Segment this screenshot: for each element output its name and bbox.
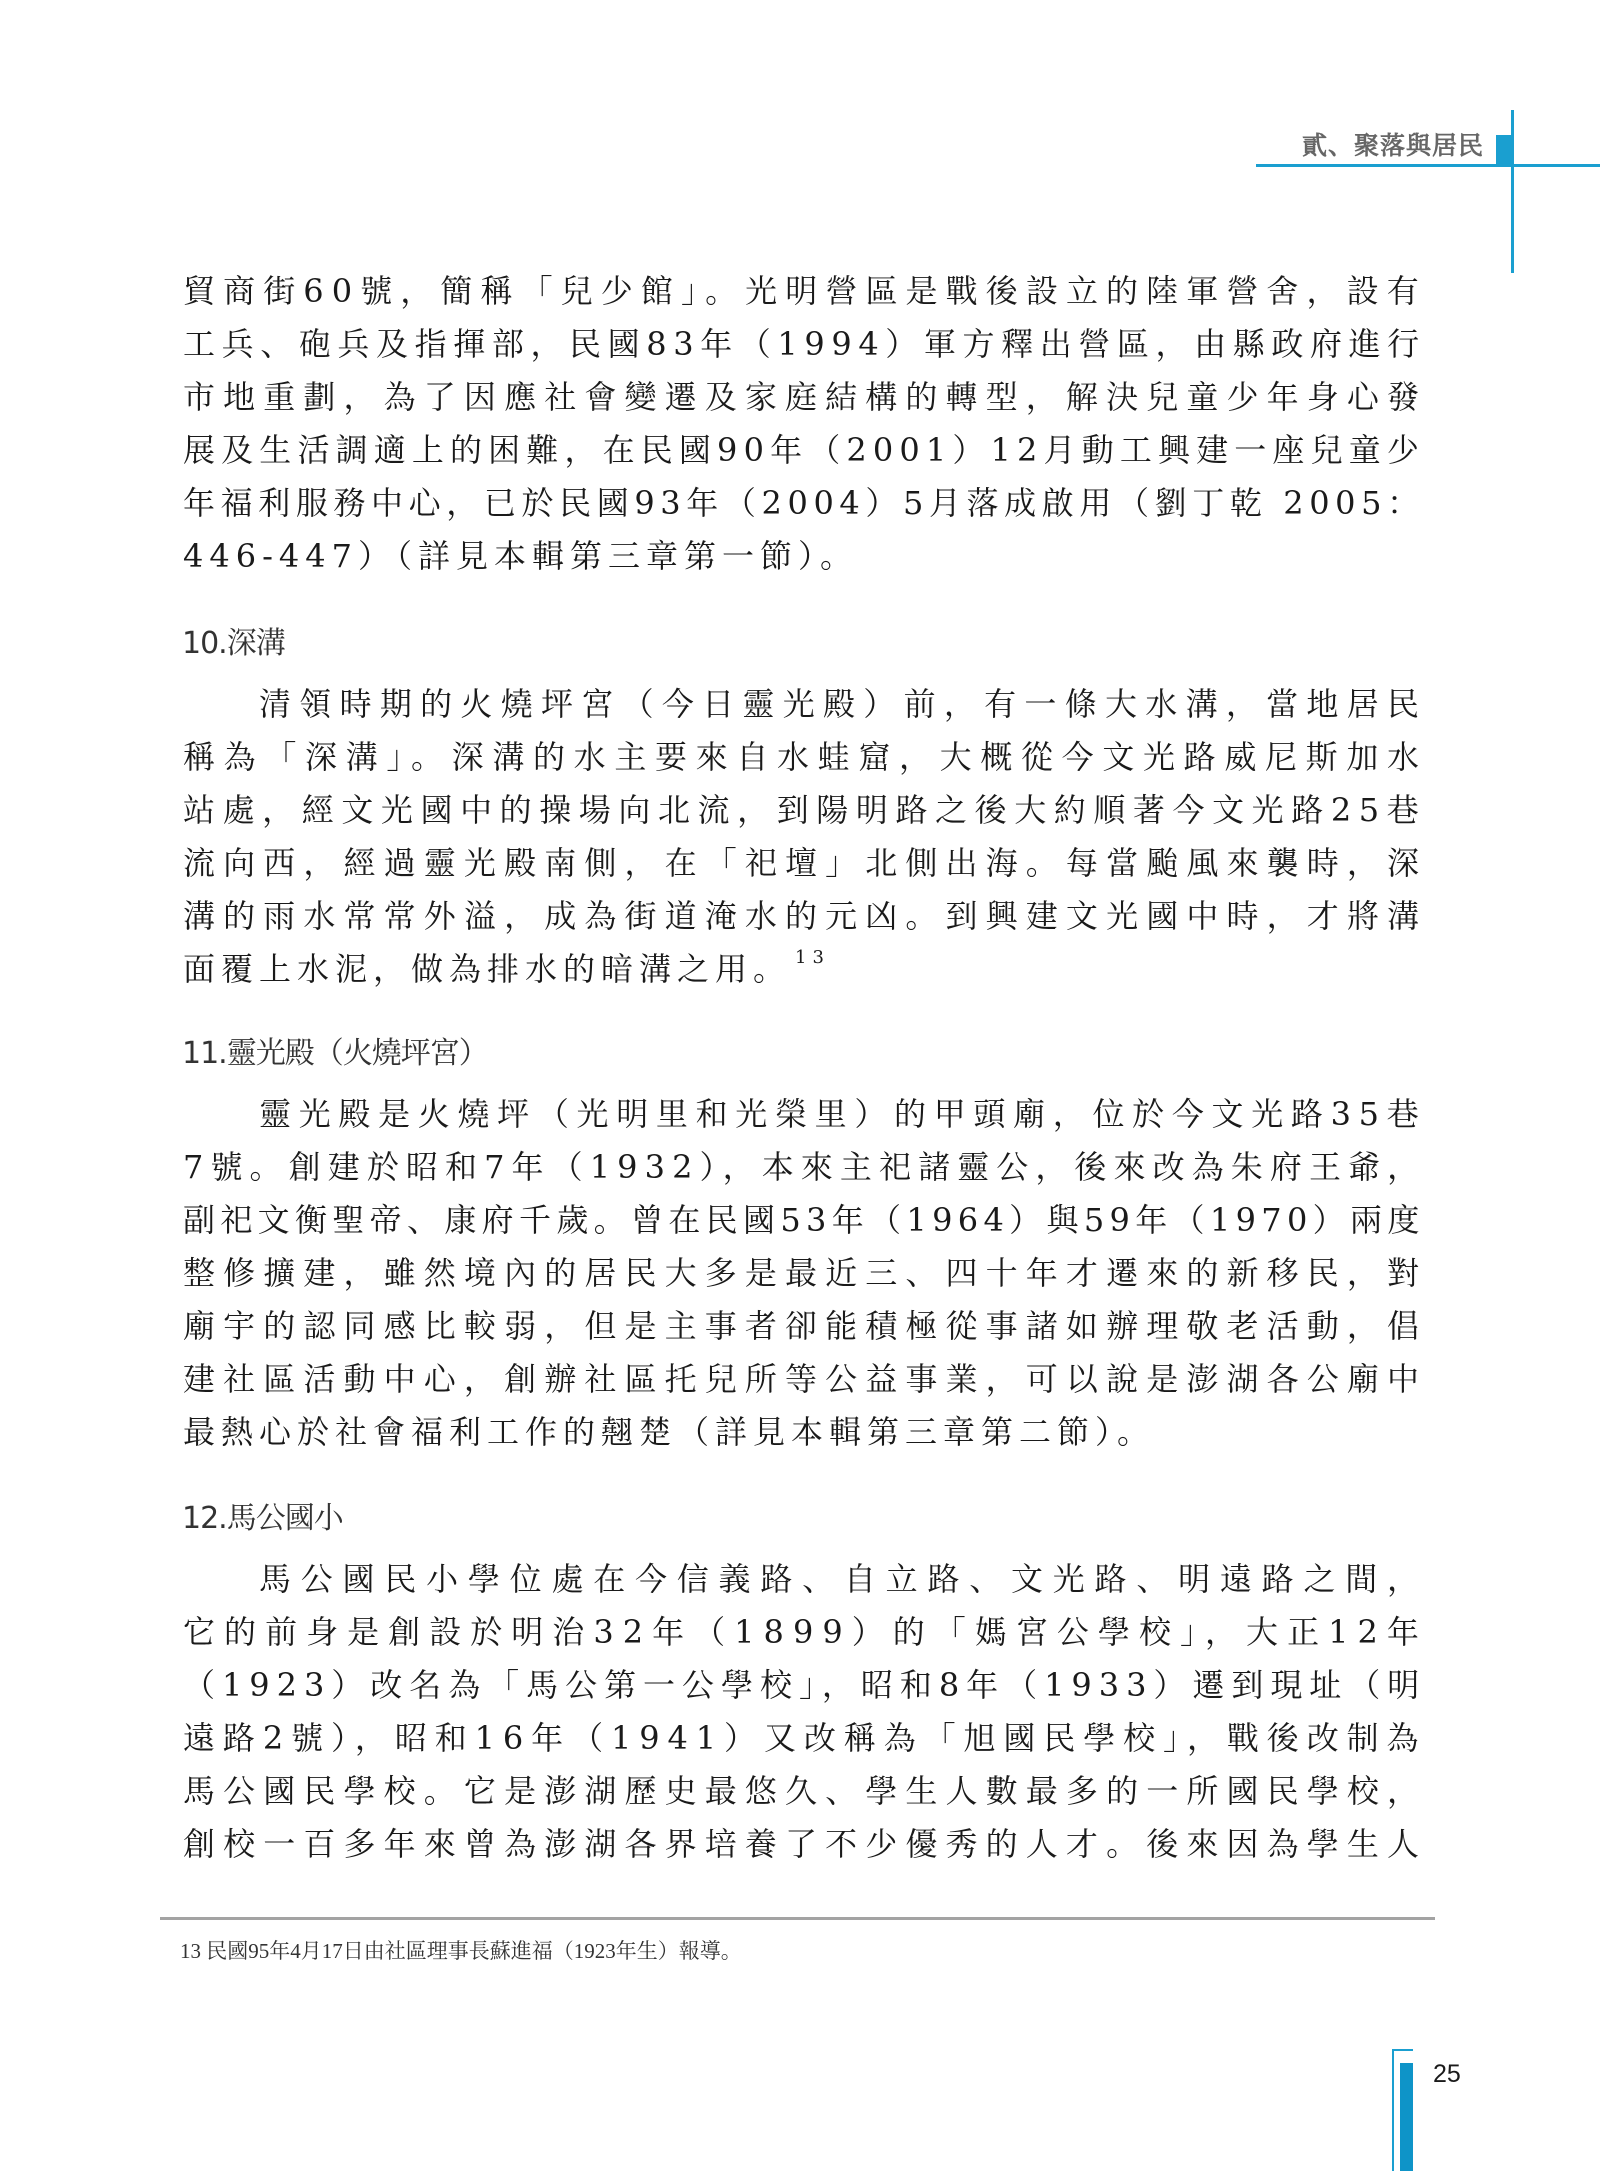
footnote-divider <box>160 1917 1435 1920</box>
page-number: 25 <box>1433 2060 1461 2088</box>
text-line: 馬公國民小學位處在今信義路、自立路、文光路、明遠路之間， <box>259 1560 1429 1598</box>
text-line: 工兵、砲兵及指揮部，民國83年（1994）軍方釋出營區，由縣政府進行 <box>183 325 1426 363</box>
text-line: 最熱心於社會福利工作的翹楚（詳見本輯第三章第二節）。 <box>183 1413 1156 1451</box>
text-line: 446-447）（詳見本輯第三章第一節）。 <box>183 537 858 575</box>
text-line: （1923）改名為「馬公第一公學校」，昭和8年（1933）遷到現址（明 <box>183 1666 1427 1704</box>
text-line: 流向西，經過靈光殿南側，在「祀壇」北側出海。每當颱風來襲時，深 <box>183 844 1428 882</box>
page-number-bar <box>1400 2063 1413 2171</box>
text-line: 馬公國民學校。它是澎湖歷史最悠久、學生人數最多的一所國民學校， <box>183 1772 1428 1810</box>
section-paragraph <box>183 678 1428 996</box>
text-line: 年福利服務中心，已於民國93年（2004）5月落成啟用（劉丁乾 2005： <box>183 484 1425 522</box>
text-line: 遠路2號），昭和16年（1941）又改稱為「旭國民學校」，戰後改制為 <box>183 1719 1427 1757</box>
text-line: 廟宇的認同感比較弱，但是主事者卻能積極從事諸如辦理敬老活動，倡 <box>183 1307 1428 1345</box>
intro-paragraph <box>183 265 1428 583</box>
text-line: 整修擴建，雖然境內的居民大多是最近三、四十年才遷來的新移民，對 <box>183 1254 1428 1292</box>
footnote-13: 13 民國95年4月17日由社區理事長蘇進福（1923年生）報導。 <box>180 1939 742 1963</box>
header-rule <box>1256 164 1600 167</box>
section-paragraph <box>183 1088 1428 1459</box>
text-line: 建社區活動中心，創辦社區托兒所等公益事業，可以說是澎湖各公廟中 <box>183 1360 1428 1398</box>
text-line: 站處，經文光國中的操場向北流，到陽明路之後大約順著今文光路25巷 <box>183 791 1427 829</box>
text-line: 副祀文衡聖帝、康府千歲。曾在民國53年（1964）與59年（1970）兩度 <box>183 1201 1425 1239</box>
text-line: 創校一百多年來曾為澎湖各界培養了不少優秀的人才。後來因為學生人 <box>183 1825 1428 1863</box>
text-line: 清領時期的火燒坪宮（今日靈光殿）前，有一條大水溝，當地居民 <box>259 685 1428 723</box>
text-line: 它的前身是創設於明治32年（1899）的「媽宮公學校」，大正12年 <box>183 1613 1428 1651</box>
section-heading: 11.靈光殿（火燒坪宮） <box>182 1036 488 1071</box>
page-number-thin-rule <box>1392 2049 1394 2171</box>
text-line: 市地重劃，為了因應社會變遷及家庭結構的轉型，解決兒童少年身心發 <box>183 378 1428 416</box>
section-heading: 10.深溝 <box>182 626 285 661</box>
text-line <box>183 943 1419 996</box>
text-line: 稱為「深溝」。深溝的水主要來自水蛙窟，大概從今文光路威尼斯加水 <box>183 738 1428 776</box>
text-line-content: 面覆上水泥，做為排水的暗溝之用。 <box>183 950 792 988</box>
footnote-reference[interactable]: 13 <box>795 947 830 968</box>
section-heading: 12.馬公國小 <box>182 1501 343 1536</box>
text-line: 7號。創建於昭和7年（1932），本來主祀諸靈公，後來改為朱府王爺， <box>183 1148 1427 1186</box>
text-line: 靈光殿是火燒坪（光明里和光榮里）的甲頭廟，位於今文光路35巷 <box>259 1095 1427 1133</box>
page-number-cap-rule <box>1392 2049 1413 2051</box>
section-paragraph <box>183 1553 1429 1871</box>
text-line: 溝的雨水常常外溢，成為街道淹水的元凶。到興建文光國中時，才將溝 <box>183 897 1428 935</box>
running-title: 貳、聚落與居民 <box>1301 131 1484 160</box>
text-line: 展及生活調適上的困難，在民國90年（2001）12月動工興建一座兒童少 <box>183 431 1426 469</box>
text-line: 貿商街60號，簡稱「兒少館」。光明營區是戰後設立的陸軍營舍，設有 <box>183 272 1427 310</box>
header-accent-block <box>1496 135 1513 166</box>
